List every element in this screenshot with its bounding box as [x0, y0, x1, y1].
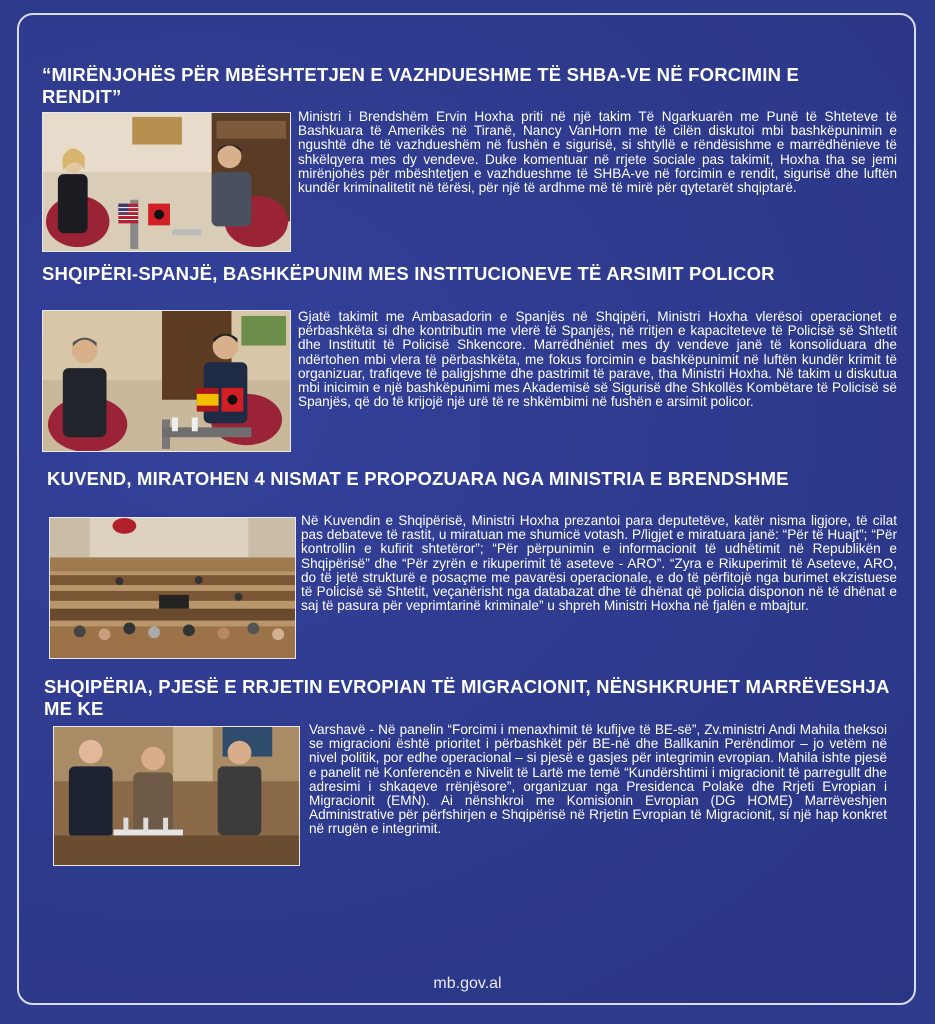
article-4-headline: SHQIPËRIA, PJESË E RRJETIN EVROPIAN TË MIGRACIONIT, NËNSHKRUHET MARRËVESHJA ME KE: [44, 676, 889, 719]
article-3-photo: [49, 517, 296, 659]
article-1: [42, 64, 897, 254]
article-2-headline: SHQIPËRI-SPANJË, BASHKËPUNIM MES INSTITUCIONEVE TË ARSIMIT POLICOR: [42, 263, 775, 284]
article-3: [47, 468, 897, 668]
article-2-photo: [42, 310, 291, 452]
article-4: [44, 676, 897, 896]
article-1-body: Ministri i Brendshëm Ervin Hoxha priti në një takim Të Ngarkuarën me Punë të Shteteve të Bashkuara të Amerikës në Tiranë, Nancy VanHorn me të cilën diskutoi mbi bashkëpunimin e ngushtë dhe të vazhdueshëm në fushën e sigurisë, si shtyllë e rëndësishme e marrëdhënieve të shkëlqyera mes dy vendeve. Duke komentuar në rrjete sociale pas takimit, Hoxha tha se jemi mirënjohës për mbështetjen e vazhdueshme të SHBA-ve në forcimin e rendit, sigurisë dhe luftën kundër kriminalitetit në tërësi, për një të ardhme më të mirë për qytetarët shqiptarë.: [298, 109, 897, 196]
article-1-photo: [42, 112, 291, 252]
article-2-body: Gjatë takimit me Ambasadorin e Spanjës në Shqipëri, Ministri Hoxha vlerësoi operacionet e përbashkëta si dhe kontributin me vlerë të Spanjës, në rritjen e kapaciteteve të Policisë së Shtetit dhe Institutit të Policisë Shkencore. Marrëdhëniet mes dy vendeve janë të konsoliduara dhe ndërtohen mbi vlera të përbashkëta, me fokus forcimin e bashkëpunimit në luftën kundër krimit të organizuar, trafiqeve të paligjshme dhe pastrimit të parave, tha Ministri Hoxha. Në takim u diskutua mbi inicimin e një bashkëpunimi mes Akademisë së Sigurisë dhe Shkollës Kombëtare të Policisë së Spanjës, që do të krijojë një urë të re shkëmbimi në fushën e arsimit policor.: [298, 309, 897, 410]
article-1-headline: “MIRËNJOHËS PËR MBËSHTETJEN E VAZHDUESHME TË SHBA-VE NË FORCIMIN E RENDIT”: [42, 64, 800, 107]
article-3-headline: KUVEND, MIRATOHEN 4 NISMAT E PROPOZUARA NGA MINISTRIA E BRENDSHME: [47, 468, 789, 489]
article-4-body: Varshavë - Në panelin “Forcimi i menaxhimit të kufijve të BE-së”, Zv.ministri Andi Mahila theksoi se migracioni është prioritet i përbashkët për BE-në dhe Ballkanin Perëndimor – jo vetëm në nivel politik, por edhe operacional – si pjesë e gasjes për integrimin evropian. Mahila ishte pjesë e panelit në Konferencën e Nivelit të Lartë me temë “Kundërshtimi i migracionit të parregullt dhe adresimi i shkaqeve rrënjësore”, organizuar nga Presidenca Polake dhe Rrjeti Evropian i Migracionit (EMN). Ai nënshkroi me Komisionin Evropian (DG HOME) Marrëveshjen Administrative për përfshirjen e Shqipërisë në Rrjetin Evropian të Migracionit, si një hap konkret në rrugën e integrimit.: [309, 722, 887, 837]
article-3-body: Në Kuvendin e Shqipërisë, Ministri Hoxha prezantoi para deputetëve, katër nisma ligjore, të cilat pas debateve të rastit, u miratuan me shumicë votash. P/ligjet e miratuara janë: “Për të Huajt”; “Për kontrollin e kufirit shtetëror”; “Për përpunimin e informacionit të udhëtimit në Republikën e Shqipërisë” dhe “Për zyrën e rikuperimit të aseteve - ARO”. “Zyra e Rikuperimit të Aseteve, ARO, do të jetë strukturë e posaçme me pavarësi operacionale, e do të përfitojë nga burimet ekzistuese të Policisë së Shtetit, veçanërisht nga databazat dhe të dhënat që policia disponon në të dhënat e saj të pasura për veprimtarinë kriminale” u shpreh Ministri Hoxha në fjalën e mbajtur.: [301, 513, 897, 614]
article-2: [42, 263, 897, 463]
footer-url[interactable]: mb.gov.al: [433, 975, 502, 992]
article-4-photo: [53, 726, 300, 866]
